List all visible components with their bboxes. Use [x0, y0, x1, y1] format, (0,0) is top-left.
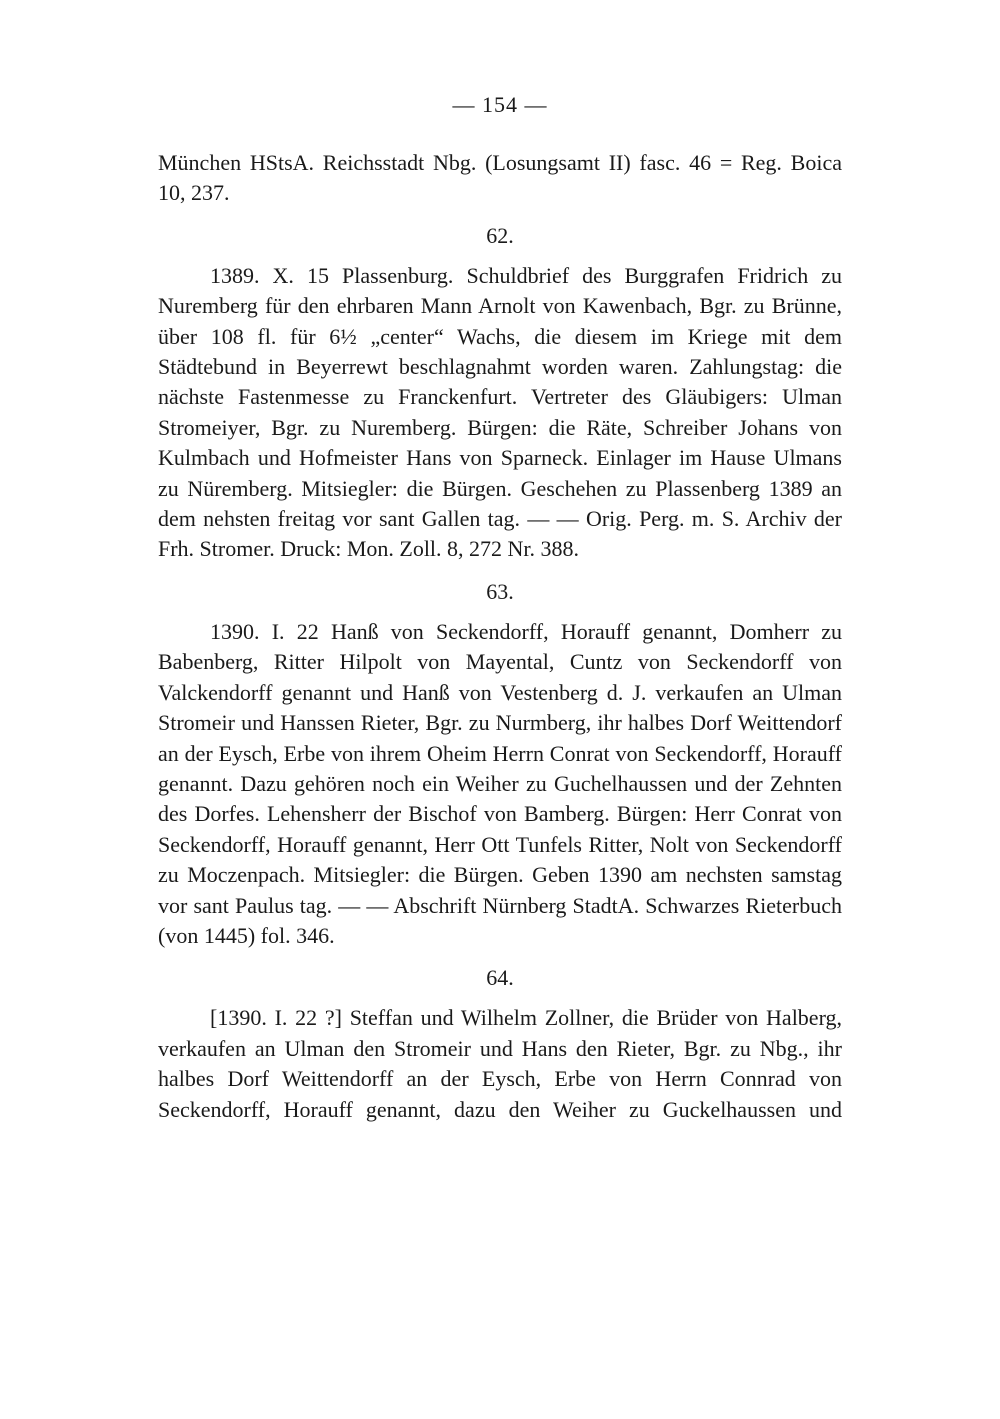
source-reference: München HStsA. Reichsstadt Nbg. (Losungsamt II) fasc. 46 = Reg. Boica 10, 237.	[158, 150, 842, 206]
page-number: — 154 —	[452, 92, 548, 117]
entry-text-63: 1390. I. 22 Hanß von Seckendorff, Horauff genannt, Domherr zu Babenberg, Ritter Hilpolt von Mayental, Cuntz von Seckendorff von Valckendorff genannt und Hanß von Vestenberg d. J. verkaufen an Ulman Stromeir und Hanssen Rieter, Bgr. zu Nurmberg, ihr halbes Dorf Weittendorf an der Eysch, Erbe von ihrem Oheim Herrn Conrat von Seckendorff, Horauff genannt. Dazu gehören noch ein Weiher zu Guchelhaussen und der Zehnten des Dorfes. Lehensherr der Bischof von Bamberg. Bürgen: Herr Conrat von Seckendorff, Horauff genannt, Herr Ott Tunfels Ritter, Nolt von Seckendorff zu Moczenpach. Mitsiegler: die Bürgen. Geben 1390 am nechsten samstag vor sant Paulus tag. — — Abschrift Nürnberg StadtA. Schwarzes Rieterbuch (von 1445) fol. 346.	[158, 618, 842, 948]
entry-number-64: 64.	[486, 965, 514, 991]
entry-number-62: 62.	[486, 222, 514, 248]
entry-number-63: 63.	[486, 578, 514, 604]
entry-text-62: 1389. X. 15 Plassenburg. Schuldbrief des Burggrafen Fridrich zu Nuremberg für den ehrbaren Mann Arnolt von Kawenbach, Bgr. zu Brünne, über 108 fl. für 6½ „center“ Wachs, die diesem im Kriege mit dem Städtebund in Beyerrewt beschlagnahmt worden waren. Zahlungstag: die nächste Fastenmesse zu Franckenfurt. Vertreter des Gläubigers: Ulman Stromeiyer, Bgr. zu Nuremberg. Bürgen: die Räte, Schreiber Johans von Kulmbach und Hofmeister Hans von Sparneck. Einlager im Hause Ulmans zu Nüremberg. Mitsiegler: die Bürgen. Geschehen zu Plassenberg 1389 an dem nehsten freitag vor sant Gallen tag. — — Orig. Perg. m. S. Archiv der Frh. Stromer. Druck: Mon. Zoll. 8, 272 Nr. 388.	[158, 262, 842, 562]
entry-text-64: [1390. I. 22 ?] Steffan und Wilhelm Zollner, die Brüder von Halberg, verkaufen an Ulman den Stromeir und Hans den Rieter, Bgr. zu Nbg., ihr halbes Dorf Weittendorff an der Eysch, Erbe von Herrn Connrad von Seckendorff, Horauff genannt, dazu den Weiher zu Guckelhaussen und	[158, 1005, 842, 1122]
document-page	[158, 90, 842, 1125]
